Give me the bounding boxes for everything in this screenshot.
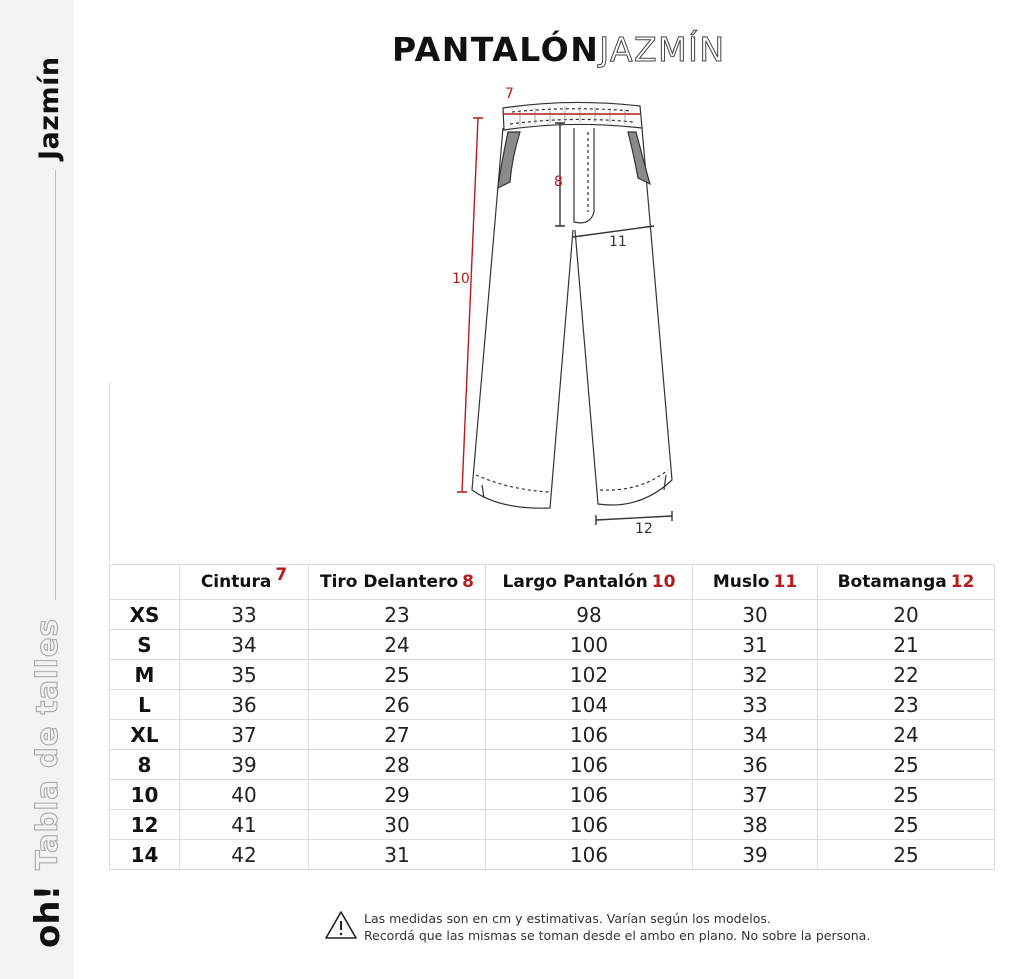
sidebar-divider (55, 170, 56, 600)
measure-labels (452, 86, 653, 537)
value-cell: 21 (818, 630, 995, 660)
value-cell: 24 (309, 630, 486, 660)
brand-logo: oh! (28, 884, 68, 948)
footer-note (324, 910, 870, 944)
size-cell: XL (110, 720, 180, 750)
value-cell: 26 (309, 690, 486, 720)
label-hem: 12 (635, 521, 653, 537)
header-tiro-delantero: Tiro Delantero 8 (309, 565, 486, 600)
table-row (110, 750, 995, 780)
table-row (110, 600, 995, 630)
value-cell: 100 (486, 630, 693, 660)
value-cell: 42 (180, 840, 309, 870)
table-row (110, 780, 995, 810)
size-cell: 14 (110, 840, 180, 870)
sidebar-table-title: Tabla de talles (30, 618, 64, 870)
header-size (110, 565, 180, 600)
value-cell: 33 (693, 690, 818, 720)
value-cell: 32 (693, 660, 818, 690)
value-cell: 37 (180, 720, 309, 750)
hem-measure-line (596, 511, 672, 525)
page-title (392, 30, 726, 69)
header-botamanga: Botamanga 12 (818, 565, 995, 600)
value-cell: 34 (180, 630, 309, 660)
value-cell: 28 (309, 750, 486, 780)
header-cintura: Cintura 7 (180, 565, 309, 600)
value-cell: 36 (693, 750, 818, 780)
value-cell: 23 (818, 690, 995, 720)
value-cell: 22 (818, 660, 995, 690)
value-cell: 30 (309, 810, 486, 840)
value-cell: 25 (818, 780, 995, 810)
value-cell: 102 (486, 660, 693, 690)
value-cell: 37 (693, 780, 818, 810)
size-cell: S (110, 630, 180, 660)
size-cell: L (110, 690, 180, 720)
length-measure-line (457, 118, 483, 492)
value-cell: 25 (818, 810, 995, 840)
value-cell: 36 (180, 690, 309, 720)
label-waist: 7 (505, 86, 514, 102)
footer-line-1: Las medidas son en cm y estimativas. Varían según los modelos. (364, 911, 771, 926)
size-cell: XS (110, 600, 180, 630)
value-cell: 34 (693, 720, 818, 750)
table-row (110, 840, 995, 870)
size-cell: 10 (110, 780, 180, 810)
table-row (110, 630, 995, 660)
value-cell: 106 (486, 810, 693, 840)
value-cell: 40 (180, 780, 309, 810)
value-cell: 39 (180, 750, 309, 780)
frame-line (109, 382, 110, 562)
value-cell: 27 (309, 720, 486, 750)
sidebar (0, 0, 74, 979)
table-row (110, 690, 995, 720)
table-row (110, 660, 995, 690)
title-outline: JAZMÍN (599, 30, 726, 69)
value-cell: 25 (818, 840, 995, 870)
pants-outline (472, 102, 672, 508)
size-cell: 8 (110, 750, 180, 780)
value-cell: 98 (486, 600, 693, 630)
value-cell: 106 (486, 840, 693, 870)
table-header-row (110, 565, 995, 600)
warning-icon (324, 910, 358, 940)
header-largo-pantalon: Largo Pantalón 10 (486, 565, 693, 600)
value-cell: 35 (180, 660, 309, 690)
size-cell: 12 (110, 810, 180, 840)
size-cell: M (110, 660, 180, 690)
value-cell: 41 (180, 810, 309, 840)
value-cell: 31 (693, 630, 818, 660)
value-cell: 38 (693, 810, 818, 840)
pants-diagram (440, 80, 700, 550)
header-muslo: Muslo 11 (693, 565, 818, 600)
value-cell: 20 (818, 600, 995, 630)
value-cell: 106 (486, 750, 693, 780)
value-cell: 24 (818, 720, 995, 750)
label-thigh: 11 (609, 234, 627, 250)
value-cell: 25 (818, 750, 995, 780)
value-cell: 25 (309, 660, 486, 690)
value-cell: 106 (486, 780, 693, 810)
value-cell: 30 (693, 600, 818, 630)
size-table (109, 564, 995, 870)
label-length: 10 (452, 271, 470, 287)
value-cell: 29 (309, 780, 486, 810)
table-row (110, 810, 995, 840)
value-cell: 31 (309, 840, 486, 870)
value-cell: 23 (309, 600, 486, 630)
sidebar-model-name: Jazmín (34, 56, 65, 160)
footer-line-2: Recordá que las mismas se toman desde el ambo en plano. No sobre la persona. (364, 928, 871, 943)
value-cell: 39 (693, 840, 818, 870)
value-cell: 33 (180, 600, 309, 630)
title-bold: PANTALÓN (392, 30, 600, 69)
label-rise: 8 (554, 174, 563, 190)
table-row (110, 720, 995, 750)
value-cell: 104 (486, 690, 693, 720)
value-cell: 106 (486, 720, 693, 750)
